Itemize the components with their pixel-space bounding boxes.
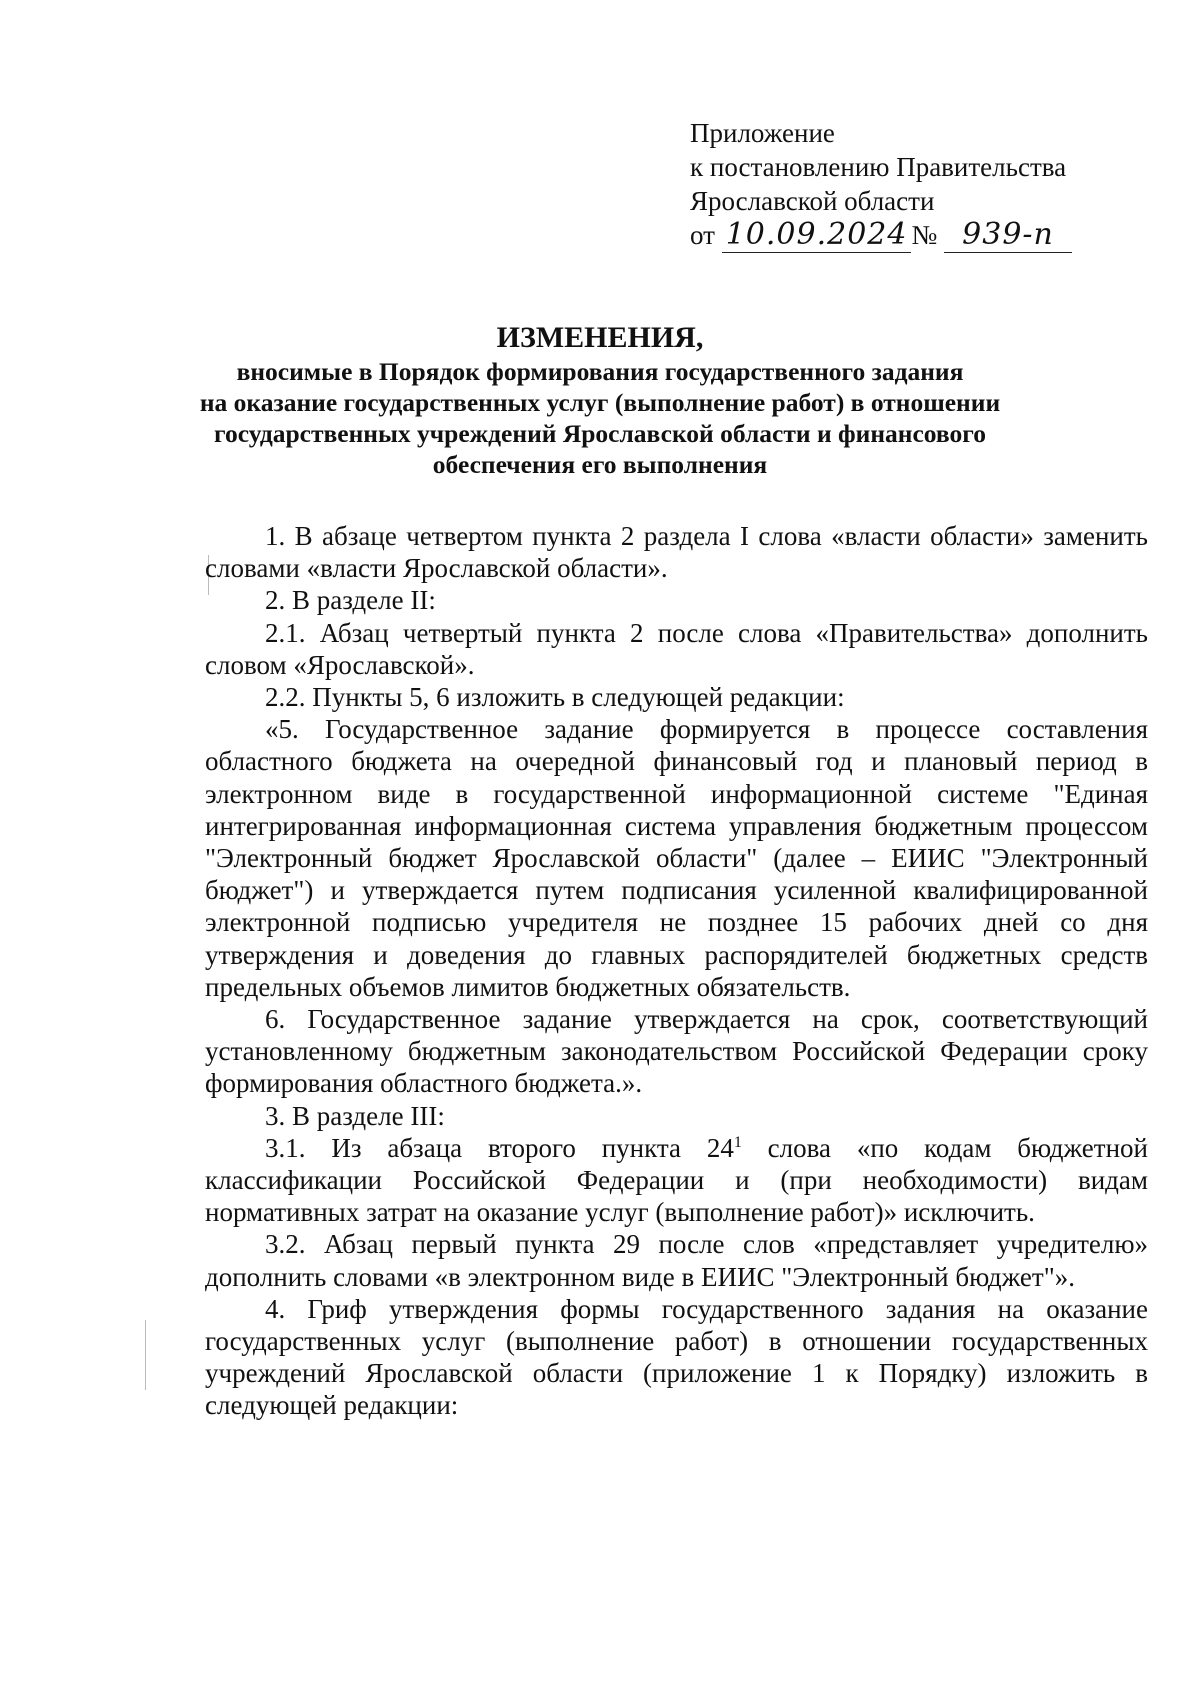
paragraph-part: 3.1. Из абзаца второго пункта 24 — [265, 1132, 734, 1163]
paragraph: 2.1. Абзац четвертый пункта 2 после слова «Правительства» дополнить словом «Ярославской». — [205, 617, 1148, 680]
paragraph: 4. Гриф утверждения формы государственного задания на оказание государственных услуг (выполнение работ) в отношении государственных учреждений Ярославской области (приложение 1 к Порядку) изложить в следующей редакции: — [205, 1293, 1148, 1421]
approval-line-appendix: Приложение — [690, 118, 835, 148]
approval-block — [690, 116, 1072, 253]
paragraph-part: слова «по кодам бюджетной классификации Российской Федерации и (при необходимости) видам нормативных затрат на оказание услуг (выполнение работ)» исключить. — [205, 1132, 1148, 1228]
document-body — [205, 520, 1148, 1422]
approval-line-date-number — [690, 218, 1072, 253]
subtitle-line: обеспечения его выполнения — [432, 450, 768, 479]
subtitle-line: на оказание государственных услуг (выполнение работ) в отношении — [199, 388, 1001, 417]
approval-line-resolution: к постановлению Правительства — [690, 152, 1067, 182]
margin-mark — [145, 1320, 146, 1390]
handwritten-number: 939-п — [944, 218, 1072, 253]
paragraph: «5. Государственное задание формируется в процессе составления областного бюджета на очередной финансовый год и плановый период в электронном виде в государственной информационной системе "Единая интегрированная информационная система управления бюджетным процессом "Электронный бюджет Ярославской области" (далее – ЕИИС "Электронный бюджет") и утверждается путем подписания усиленной квалифицированной электронной подписью учредителя не позднее 15 рабочих дней со дня утверждения и доведения до главных распорядителей бюджетных средств предельных объемов лимитов бюджетных обязательств. — [205, 714, 1148, 1002]
approval-line-region: Ярославской области — [690, 186, 935, 216]
title-main: ИЗМЕНЕНИЯ, — [496, 321, 704, 354]
paragraph: 6. Государственное задание утверждается на срок, соответствующий установленному бюджетным законодательством Российской Федерации сроку формирования областного бюджета.». — [205, 1004, 1148, 1099]
subtitle-line: государственных учреждений Ярославской области и финансового — [214, 419, 986, 448]
number-sign: № — [911, 220, 938, 250]
paragraph: 2.2. Пункты 5, 6 изложить в следующей редакции: — [265, 682, 845, 713]
handwritten-date: 10.09.2024 — [722, 218, 912, 253]
document-title — [150, 320, 1050, 480]
paragraph: 3.2. Абзац первый пункта 29 после слов «представляет учредителю» дополнить словами «в электронном виде в ЕИИС "Электронный бюджет"». — [205, 1229, 1148, 1292]
paragraph: 1. В абзаце четвертом пункта 2 раздела I слова «власти области» заменить словами «власти Ярославской области». — [205, 521, 1148, 584]
paragraph: 3. В разделе III: — [265, 1100, 445, 1131]
paragraph: 2. В разделе II: — [265, 585, 436, 616]
approval-prefix: от — [690, 220, 715, 250]
subtitle-line: вносимые в Порядок формирования государственного задания — [236, 357, 964, 386]
superscript: 1 — [733, 1133, 742, 1151]
paragraph — [205, 1132, 1148, 1229]
